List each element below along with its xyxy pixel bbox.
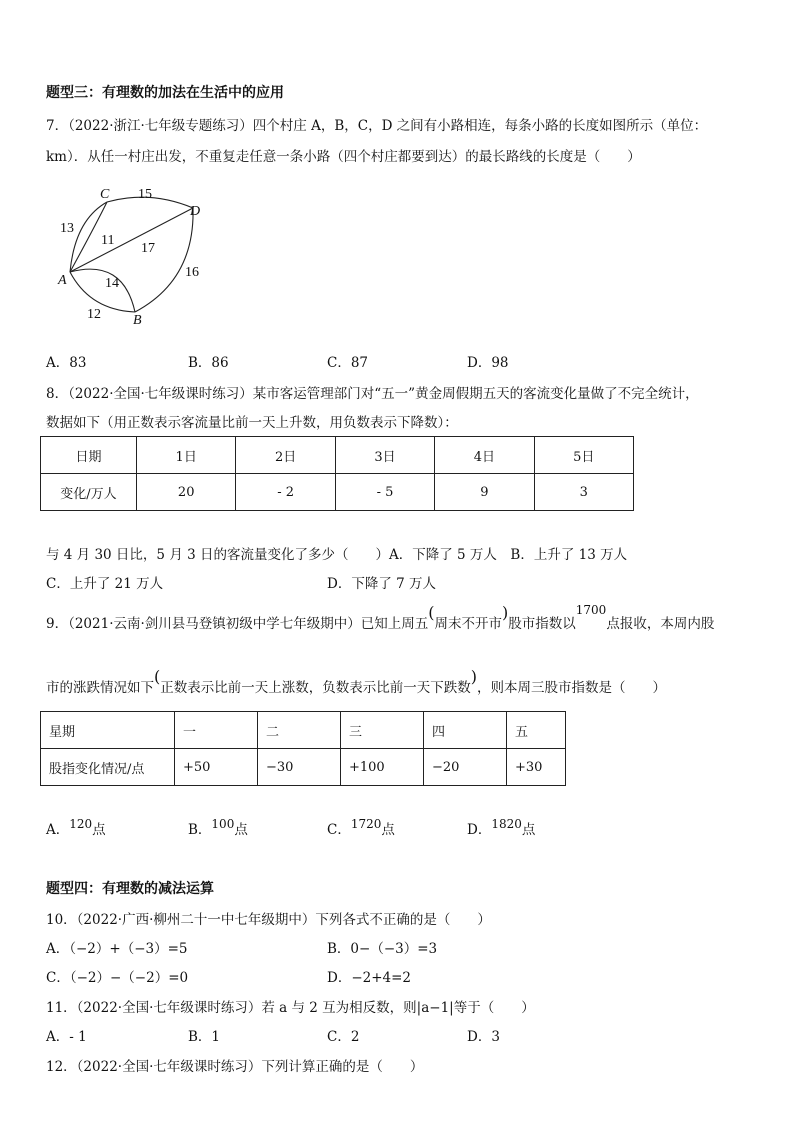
q9-paren-open: (	[428, 603, 435, 622]
q11-option-a[interactable]: A．- 1	[46, 1029, 87, 1045]
table-cell: 一	[175, 712, 258, 749]
table-cell: 1日	[137, 437, 236, 474]
q8-stem-line2: 数据如下（用正数表示客流量比前一天上升数，用负数表示下降数）：	[46, 415, 458, 431]
q10-option-c[interactable]: C．（−2）−（−2）=0	[46, 970, 189, 986]
q7-stem-line1: 7．（2022·浙江·七年级专题练习）四个村庄 A，B，C，D 之间有小路相连，每条小路的长度如图所示（单位：	[46, 118, 708, 134]
q9-stem-line1	[46, 603, 715, 632]
q9-text: 9．（2021·云南·剑川县马登镇初级中学七年级期中）已知上周五	[46, 616, 429, 632]
option-unit: 点	[92, 822, 106, 838]
label-d: D	[190, 204, 201, 219]
section-3-title: 题型三：有理数的加法在生活中的应用	[46, 85, 284, 101]
q9-text: 正数表示比前一天上涨数，负数表示比前一天下跌数	[160, 680, 471, 696]
q9-stem-line2	[46, 667, 666, 696]
option-value: 100	[211, 817, 235, 831]
table-cell: +50	[175, 749, 258, 786]
table-cell: 二	[258, 712, 341, 749]
q9-option-a[interactable]	[46, 818, 106, 838]
label-b: B	[133, 313, 142, 328]
table-cell: +30	[507, 749, 566, 786]
table-cell: - 5	[335, 474, 434, 511]
road-a-b-inner	[70, 269, 135, 312]
q8-passenger-table	[40, 436, 634, 511]
option-letter: A．	[46, 822, 70, 838]
label-c: C	[100, 187, 110, 202]
length-ab: 12	[87, 307, 101, 322]
q9-text: 股市指数以	[508, 616, 576, 632]
table-cell: 3	[534, 474, 633, 511]
q11-stem: 11．（2022·全国·七年级课时练习）若 a 与 2 互为相反数，则|a−1|等于（ ）	[46, 1000, 535, 1016]
q9-paren-close: )	[502, 603, 509, 622]
q9-text: 市的涨跌情况如下	[46, 680, 154, 696]
q9-stock-table	[40, 711, 566, 786]
q9-option-b[interactable]	[188, 818, 248, 838]
table-cell: 2日	[236, 437, 335, 474]
table-cell: 5日	[534, 437, 633, 474]
table-cell: 日期	[41, 437, 137, 474]
option-letter: D．	[467, 822, 492, 838]
table-cell: 四	[424, 712, 507, 749]
q7-option-a[interactable]: A．83	[46, 355, 87, 371]
q10-option-d[interactable]: D．−2+4=2	[327, 970, 412, 986]
option-value: 1720	[350, 817, 382, 831]
table-row	[41, 712, 566, 749]
q9-text: 点报收，本周内股	[606, 616, 715, 632]
road-a-b-outer	[70, 272, 135, 312]
table-cell: 20	[137, 474, 236, 511]
label-a: A	[58, 273, 67, 288]
table-cell: 三	[341, 712, 424, 749]
q9-option-d[interactable]	[467, 818, 535, 838]
q9-paren-close: )	[470, 667, 477, 686]
q11-option-b[interactable]: B．1	[188, 1029, 221, 1045]
q8-option-c[interactable]: C．上升了 21 万人	[46, 576, 164, 592]
q9-text: ，则本周三股市指数是（ ）	[477, 680, 666, 696]
table-cell: 9	[435, 474, 534, 511]
table-cell: - 2	[236, 474, 335, 511]
table-cell: 3日	[335, 437, 434, 474]
q10-option-b[interactable]: B．0−（−3）=3	[327, 941, 438, 957]
length-ad-inner: 11	[101, 233, 115, 248]
table-cell: 星期	[41, 712, 175, 749]
table-cell: +100	[341, 749, 424, 786]
q8-stem-line1: 8．（2022·全国·七年级课时练习）某市客运管理部门对“五一”黄金周假期五天的客流变化量做了不完全统计，	[46, 386, 699, 402]
table-row	[41, 749, 566, 786]
q11-option-d[interactable]: D．3	[467, 1029, 500, 1045]
length-bd: 16	[185, 265, 199, 280]
length-cd: 15	[138, 187, 152, 202]
q9-paren-open: (	[154, 667, 161, 686]
table-cell: 股指变化情况/点	[41, 749, 175, 786]
q7-village-road-figure	[55, 180, 215, 328]
length-ad: 17	[141, 241, 155, 256]
table-cell: 五	[507, 712, 566, 749]
option-letter: B．	[188, 822, 212, 838]
q9-start-index: 1700	[575, 603, 607, 617]
q7-option-d[interactable]: D．98	[467, 355, 509, 371]
q10-option-a[interactable]: A．（−2）+（−3）=5	[46, 941, 188, 957]
table-cell: 变化/万人	[41, 474, 137, 511]
q7-stem-line2: km）．从任一村庄出发，不重复走任意一条小路（四个村庄都要到达）的最长路线的长度是（ ）	[46, 149, 641, 165]
q12-stem: 12．（2022·全国·七年级课时练习）下列计算正确的是（ ）	[46, 1059, 424, 1075]
table-cell: 4日	[435, 437, 534, 474]
q8-question: 与 4 月 30 日比，5 月 3 日的客流量变化了多少（ ）A．下降了 5 万人 B．上升了 13 万人	[46, 547, 628, 563]
length-ab-inner: 14	[105, 276, 119, 291]
q9-text: 周末不开市	[434, 616, 503, 632]
option-unit: 点	[234, 822, 248, 838]
table-cell: −30	[258, 749, 341, 786]
q10-stem: 10．（2022·广西·柳州二十一中七年级期中）下列各式不正确的是（ ）	[46, 912, 491, 928]
table-row	[41, 474, 634, 511]
length-ac: 13	[60, 221, 74, 236]
table-cell: −20	[424, 749, 507, 786]
option-value: 1820	[491, 817, 522, 831]
q11-option-c[interactable]: C．2	[327, 1029, 360, 1045]
option-value: 120	[69, 817, 93, 831]
q7-option-b[interactable]: B．86	[188, 355, 229, 371]
section-4-title: 题型四：有理数的减法运算	[46, 881, 214, 897]
option-unit: 点	[381, 822, 395, 838]
q8-option-d[interactable]: D．下降了 7 万人	[327, 576, 436, 592]
option-unit: 点	[521, 822, 536, 838]
q9-option-c[interactable]	[327, 818, 395, 838]
q7-option-c[interactable]: C．87	[327, 355, 369, 371]
option-letter: C．	[327, 822, 351, 838]
table-row	[41, 437, 634, 474]
